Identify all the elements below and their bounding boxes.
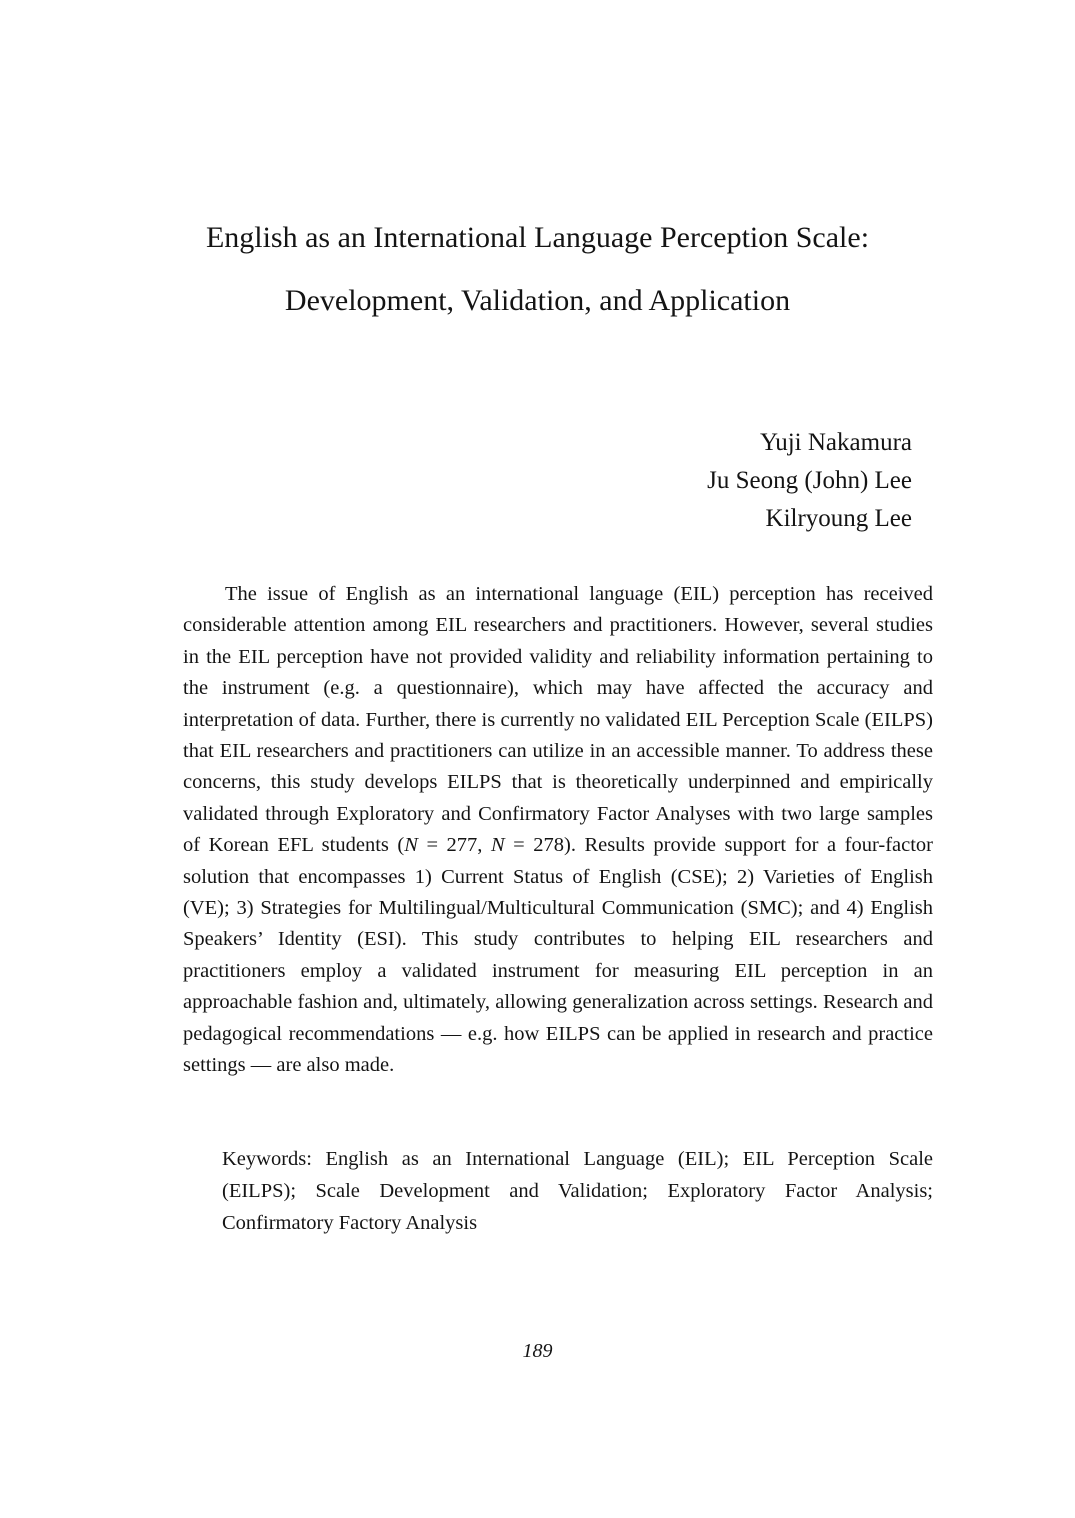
author-list [707, 424, 912, 538]
paper-title [0, 206, 1075, 332]
author-name: Kilryoung Lee [765, 505, 912, 532]
keywords-paragraph: Keywords: English as an International Language (EIL); EIL Perception Scale (EILPS); Scale Development and Validation; Exploratory Factor Analysis; Confirmatory Factory Analysis [222, 1148, 933, 1234]
abstract-paragraph: The issue of English as an international language (EIL) perception has received considerable attention among EIL researchers and practitioners. However, several studies in the EIL perception have not provided validity and reliability information pertaining to the instrument (e.g. a questionnaire), which may have affected the accuracy and interpretation of data. Further, there is currently no validated EIL Perception Scale (EILPS) that EIL researchers and practitioners can utilize in an accessible manner. To address these concerns, this study develops EILPS that is theoretically underpinned and empirically validated through Exploratory and Confirmatory Factor Analyses with two large samples of Korean EFL students (N = 277, N = 278). Results provide support for a four-factor solution that encompasses 1) Current Status of English (CSE); 2) Varieties of English (VE); 3) Strategies for Multilingual/Multicultural Communication (SMC); and 4) English Speakers’ Identity (ESI). This study contributes to helping EIL researchers and practitioners employ a validated instrument for measuring EIL perception in an approachable fashion and, ultimately, allowing generalization across settings. Research and pedagogical recommendations — e.g. how EILPS can be applied in research and practice settings — are also made. [183, 583, 933, 1077]
paper-title-line2: Development, Validation, and Application [284, 284, 791, 317]
author-name: Yuji Nakamura [759, 429, 912, 456]
author-name: Ju Seong (John) Lee [707, 467, 912, 494]
page-number: 189 [522, 1340, 553, 1362]
paper-title-line1: English as an International Language Perception Scale: [205, 221, 870, 254]
